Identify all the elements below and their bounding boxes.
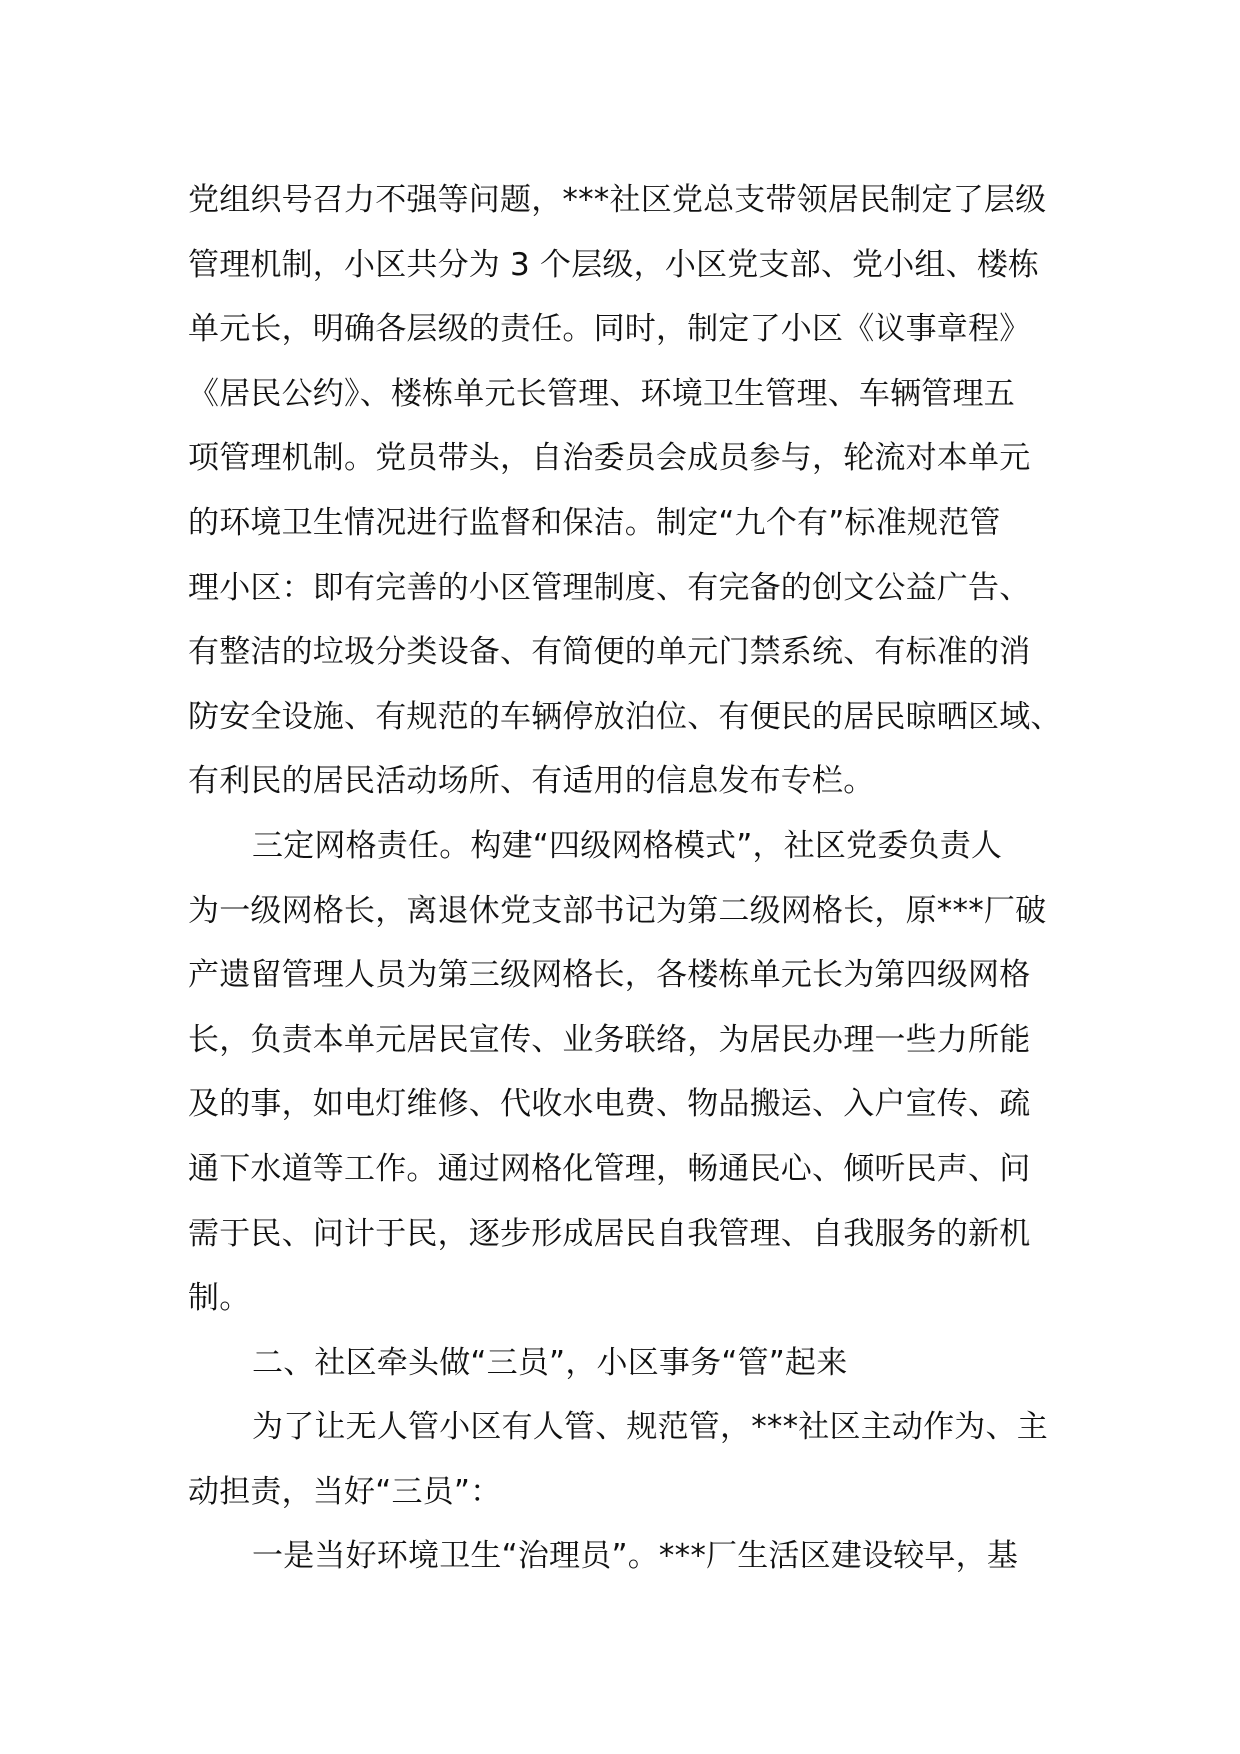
text-line: 有整洁的垃圾分类设备、有简便的单元门禁系统、有标准的消: [188, 634, 1031, 671]
body-text: [188, 168, 1068, 1589]
text-line: 长，负责本单元居民宣传、业务联络，为居民办理一些力所能: [188, 1021, 1031, 1058]
text-line: 管理机制，小区共分为 3 个层级，小区党支部、党小组、楼栋: [188, 246, 1040, 283]
text-line: 理小区：即有完善的小区管理制度、有完备的创文公益广告、: [188, 569, 1031, 606]
text-line: 防安全设施、有规范的车辆停放泊位、有便民的居民晾晒区域、: [188, 698, 1062, 735]
text-line: 产遗留管理人员为第三级网格长，各楼栋单元长为第四级网格: [188, 957, 1031, 994]
text-line: 为一级网格长，离退休党支部书记为第二级网格长，原***厂破: [188, 892, 1047, 929]
text-line: 的环境卫生情况进行监督和保洁。制定“九个有”标准规范管: [188, 504, 1001, 541]
text-line: 有利民的居民活动场所、有适用的信息发布专栏。: [188, 763, 875, 800]
text-line: 项管理机制。党员带头，自治委员会成员参与，轮流对本单元: [188, 440, 1031, 477]
text-line: 通下水道等工作。通过网格化管理，畅通民心、倾听民声、问: [188, 1150, 1031, 1187]
paragraph-first-line: 三定网格责任。构建“四级网格模式”，社区党委负责人: [252, 827, 1003, 864]
paragraph-first-line: 为了让无人管小区有人管、规范管，***社区主动作为、主: [252, 1409, 1048, 1446]
text-line: 制。: [188, 1280, 251, 1317]
text-line: 单元长，明确各层级的责任。同时，制定了小区《议事章程》: [188, 311, 1031, 348]
text-line: 党组织号召力不强等问题，***社区党总支带领居民制定了层级: [188, 182, 1047, 218]
text-line: 需于民、问计于民，逐步形成居民自我管理、自我服务的新机: [188, 1215, 1031, 1252]
paragraph-first-line: 一是当好环境卫生“治理员”。***厂生活区建设较早，基: [252, 1538, 1019, 1575]
text-line: 《居民公约》、楼栋单元长管理、环境卫生管理、车辆管理五: [188, 375, 1015, 412]
section-heading: 二、社区牵头做“三员”，小区事务“管”起来: [252, 1344, 848, 1381]
text-line: 动担责，当好“三员”：: [188, 1473, 502, 1510]
text-line: 及的事，如电灯维修、代收水电费、物品搬运、入户宣传、疏: [188, 1086, 1031, 1123]
